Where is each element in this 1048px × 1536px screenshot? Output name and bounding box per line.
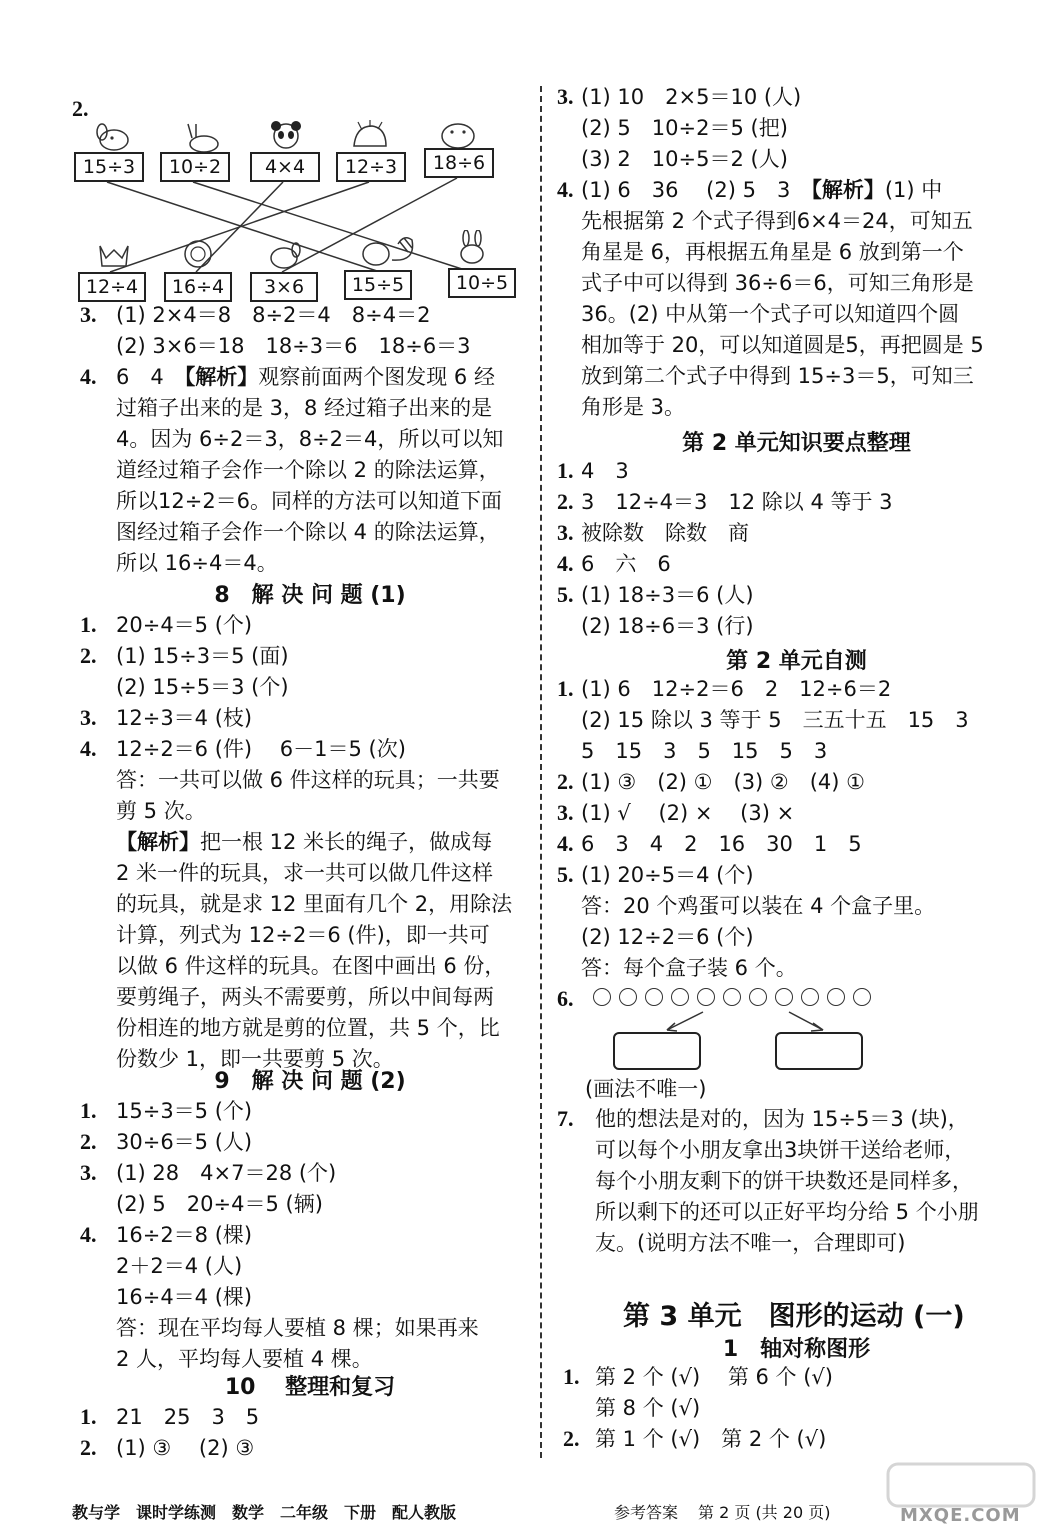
answer-line bbox=[116, 765, 500, 795]
question-number: 2. bbox=[557, 489, 574, 514]
answer-line bbox=[581, 206, 973, 236]
answer-line bbox=[116, 1251, 242, 1281]
top-box-3: 4×4 bbox=[250, 152, 320, 182]
answer-text: 把一根 12 米长的绳子，做成每 bbox=[200, 830, 493, 854]
question-number: 4. bbox=[80, 1222, 97, 1247]
answer-line bbox=[116, 1220, 252, 1250]
question-number: 1. bbox=[80, 1098, 97, 1123]
answer-text: 式子中可以得到 36÷6＝6，可知三角形是 bbox=[581, 271, 974, 295]
question-number: 5. bbox=[557, 582, 574, 607]
question-number: 3. bbox=[557, 84, 574, 109]
answer-line bbox=[116, 672, 289, 702]
answer-line bbox=[116, 1127, 252, 1157]
answer-text: 16÷2＝8 (棵) bbox=[116, 1223, 253, 1247]
rabbit-icon bbox=[450, 230, 494, 264]
answer-line bbox=[116, 1282, 252, 1312]
lion-icon bbox=[176, 236, 220, 270]
question-number: 4. bbox=[557, 177, 574, 202]
answer-line bbox=[581, 487, 893, 517]
raccoon-icon bbox=[356, 234, 422, 268]
answer-line bbox=[116, 920, 490, 950]
footer-page-number: 第 2 页 (共 20 页) bbox=[698, 1503, 831, 1522]
answer-line bbox=[581, 705, 969, 735]
answer-text: 答：20 个鸡蛋可以装在 4 个盒子里。 bbox=[581, 894, 936, 918]
answer-text: (3) 2 10÷5＝2 (人) bbox=[581, 147, 788, 171]
bottom-box-3: 3×6 bbox=[250, 272, 318, 302]
question-number: 1. bbox=[80, 612, 97, 637]
answer-text: 所以剩下的还可以正好平均分给 5 个小朋 bbox=[595, 1200, 979, 1224]
answer-line bbox=[116, 796, 206, 826]
answer-box-1 bbox=[613, 1032, 701, 1070]
fox-icon bbox=[92, 238, 136, 272]
answer-text: (2) 18÷6＝3 (行) bbox=[581, 614, 754, 638]
answer-line bbox=[116, 1402, 259, 1432]
section-10-title: 10 整理和复习 bbox=[224, 1375, 396, 1400]
analysis-tag: 【解析】 bbox=[811, 178, 885, 202]
answer-text: (2) 15÷5＝3 (个) bbox=[116, 675, 289, 699]
question-number: 2. bbox=[563, 1426, 580, 1451]
answer-text: 第 2 个 (√) 第 6 个 (√) bbox=[595, 1365, 833, 1389]
answer-line bbox=[581, 237, 964, 267]
answer-text: (1) 6 12÷2＝6 2 12÷6＝2 bbox=[581, 677, 892, 701]
answer-line bbox=[581, 456, 629, 486]
answer-line bbox=[581, 392, 685, 422]
answer-line bbox=[116, 393, 492, 423]
answer-text: 剪 5 次。 bbox=[116, 799, 206, 823]
answer-text: 6 4 bbox=[116, 365, 185, 389]
answer-box-2 bbox=[775, 1032, 863, 1070]
answer-text: (1) 2×4＝8 8÷2＝4 8÷4＝2 bbox=[116, 303, 431, 327]
answer-line bbox=[595, 1424, 826, 1454]
section-9-title: 9 解 决 问 题 (2) bbox=[214, 1069, 406, 1094]
answer-text: 份相连的地方就是剪的位置，共 5 个，比 bbox=[116, 1016, 500, 1040]
answer-line bbox=[595, 1135, 965, 1165]
answer-text: 份数少 1，即一共要剪 5 次。 bbox=[116, 1047, 394, 1071]
answer-text: (2) 15 除以 3 等于 5 三五十五 15 3 bbox=[581, 708, 969, 732]
answer-line bbox=[581, 175, 942, 205]
answer-line bbox=[581, 82, 801, 112]
question-number: 3. bbox=[557, 520, 574, 545]
answer-line bbox=[581, 361, 974, 391]
answer-text: 6 六 6 bbox=[581, 552, 671, 576]
question-number: 4. bbox=[80, 736, 97, 761]
answer-text: 的玩具，就是求 12 里面有几个 2，用除法 bbox=[116, 892, 513, 916]
answer-line bbox=[581, 829, 862, 859]
answer-line bbox=[581, 922, 754, 952]
answer-text: 观察前面两个图发现 6 经 bbox=[258, 365, 495, 389]
answer-line bbox=[116, 362, 495, 392]
answer-line bbox=[116, 1433, 254, 1463]
bottom-box-1: 12÷4 bbox=[78, 272, 146, 302]
answer-text: 3 12÷4＝3 12 除以 4 等于 3 bbox=[581, 490, 893, 514]
question-number: 1. bbox=[80, 1404, 97, 1429]
answer-text: 所以12÷2＝6。同样的方法可以知道下面 bbox=[116, 489, 503, 513]
question-number: 1. bbox=[557, 458, 574, 483]
answer-line bbox=[595, 1104, 969, 1134]
question-number: 2. bbox=[80, 643, 97, 668]
answer-line bbox=[116, 982, 494, 1012]
answer-line bbox=[581, 518, 749, 548]
question-number: 2. bbox=[80, 1129, 97, 1154]
top-box-4: 12÷3 bbox=[336, 152, 406, 182]
answer-text: 相加等于 20，可以知道圆是5，再把圆是 5 bbox=[581, 333, 984, 357]
answer-line bbox=[581, 767, 865, 797]
answer-text: 所以 16÷4＝4。 bbox=[116, 551, 278, 575]
q6-label: 6. bbox=[557, 986, 574, 1011]
question-number: 4. bbox=[557, 551, 574, 576]
answer-text: 30÷6＝5 (人) bbox=[116, 1130, 253, 1154]
answer-text: 以做 6 件这样的玩具。在图中画出 6 份， bbox=[116, 954, 506, 978]
answer-line bbox=[595, 1228, 905, 1258]
answer-text: 每个小朋友剩下的饼干块数还是同样多， bbox=[595, 1169, 973, 1193]
answer-text: 被除数 除数 商 bbox=[581, 521, 749, 545]
answer-text: (1) ③ (2) ③ bbox=[116, 1436, 255, 1460]
answer-text: 第 1 个 (√) 第 2 个 (√) bbox=[595, 1427, 827, 1451]
answer-text: 答：现在平均每人要植 8 棵；如果再来 bbox=[116, 1316, 479, 1340]
question-number: 7. bbox=[557, 1106, 574, 1131]
answer-text: 2 人，平均每人要植 4 棵。 bbox=[116, 1347, 373, 1371]
answer-line bbox=[116, 1096, 252, 1126]
answer-line bbox=[581, 674, 891, 704]
answer-text: 4。因为 6÷2＝3，8÷2＝4，所以可以知 bbox=[116, 427, 504, 451]
answer-line bbox=[581, 953, 797, 983]
answer-text: 36。(2) 中从第一个式子可以知道四个圆 bbox=[581, 302, 960, 326]
answer-line bbox=[581, 860, 754, 890]
answer-line bbox=[595, 1393, 700, 1423]
answer-text: 答：每个盒子装 6 个。 bbox=[581, 956, 797, 980]
section-3-1-title: 1 轴对称图形 bbox=[722, 1337, 871, 1362]
answer-text: 第 8 个 (√) bbox=[595, 1396, 701, 1420]
answer-line bbox=[116, 734, 406, 764]
answer-line bbox=[116, 827, 492, 857]
section-selftest-title: 第 2 单元自测 bbox=[726, 649, 867, 674]
answer-line bbox=[581, 144, 788, 174]
top-box-5: 18÷6 bbox=[424, 148, 494, 178]
unit-3-title: 第 3 单元 图形的运动 (一) bbox=[623, 1301, 965, 1332]
answer-text: 6 3 4 2 16 30 1 5 bbox=[581, 832, 862, 856]
answer-text: (2) 5 20÷4＝5 (辆) bbox=[116, 1192, 323, 1216]
answer-text: 5 15 3 5 15 5 3 bbox=[581, 739, 828, 763]
answer-text: 角形是 3。 bbox=[581, 395, 686, 419]
dog-icon bbox=[262, 238, 306, 272]
question-number: 2. bbox=[557, 769, 574, 794]
answer-text: (2) 3×6＝18 18÷3＝6 18÷6＝3 bbox=[116, 334, 471, 358]
answer-text: 20÷4＝5 (个) bbox=[116, 613, 253, 637]
bottom-box-2: 16÷4 bbox=[164, 272, 232, 302]
answer-line bbox=[581, 736, 827, 766]
answer-line bbox=[581, 798, 794, 828]
answer-line bbox=[116, 641, 289, 671]
answer-text: (1) 28 4×7＝28 (个) bbox=[116, 1161, 337, 1185]
answer-line bbox=[581, 113, 788, 143]
answer-text: 15÷3＝5 (个) bbox=[116, 1099, 253, 1123]
answer-line bbox=[116, 331, 471, 361]
answer-text: 答：一共可以做 6 件这样的玩具；一共要 bbox=[116, 768, 500, 792]
q2-label: 2. bbox=[72, 96, 89, 121]
answer-line bbox=[581, 268, 974, 298]
answer-line bbox=[116, 486, 502, 516]
answer-text: 友。(说明方法不唯一，合理即可) bbox=[595, 1231, 906, 1255]
answer-line bbox=[595, 1197, 979, 1227]
footer-book-title: 教与学 课时学练测 数学 二年级 下册 配人教版 bbox=[72, 1503, 457, 1522]
answer-line bbox=[116, 703, 252, 733]
answer-text: (1) 18÷3＝6 (人) bbox=[581, 583, 754, 607]
answer-text: 12÷3＝4 (枝) bbox=[116, 706, 253, 730]
question-number: 3. bbox=[80, 1160, 97, 1185]
top-box-2: 10÷2 bbox=[160, 152, 230, 182]
answer-text: 计算，列式为 12÷2＝6 (件)，即一共可 bbox=[116, 923, 490, 947]
question-number: 3. bbox=[80, 705, 97, 730]
answer-line bbox=[116, 548, 278, 578]
answer-line bbox=[581, 330, 984, 360]
analysis-tag: 【解析】 bbox=[116, 830, 200, 854]
answer-text: (1) 15÷3＝5 (面) bbox=[116, 644, 289, 668]
answer-text: (1) 10 2×5＝10 (人) bbox=[581, 85, 802, 109]
answer-line bbox=[116, 1189, 323, 1219]
answer-text: 4 3 bbox=[581, 459, 629, 483]
answer-text: (1) 6 36 (2) 5 3 bbox=[581, 178, 812, 202]
question-number: 2. bbox=[80, 1435, 97, 1460]
answer-line bbox=[116, 1313, 479, 1343]
question-number: 1. bbox=[563, 1364, 580, 1389]
question-number: 5. bbox=[557, 862, 574, 887]
bottom-box-5: 10÷5 bbox=[448, 268, 516, 298]
answer-text: 道经过箱子会作一个除以 2 的除法运算， bbox=[116, 458, 500, 482]
answer-text: (1) 中 bbox=[884, 178, 943, 202]
answer-text: (1) 20÷5＝4 (个) bbox=[581, 863, 754, 887]
answer-line bbox=[595, 1166, 973, 1196]
answer-line bbox=[116, 300, 430, 330]
section-8-title: 8 解 决 问 题 (1) bbox=[214, 583, 406, 608]
watermark-text: MXQE.COM bbox=[900, 1505, 1021, 1526]
answer-line bbox=[581, 549, 671, 579]
answer-line bbox=[581, 891, 935, 921]
question-number: 4. bbox=[80, 364, 97, 389]
answer-line bbox=[116, 858, 493, 888]
answer-text: (2) 12÷2＝6 (个) bbox=[581, 925, 754, 949]
question-number: 4. bbox=[557, 831, 574, 856]
answer-line bbox=[116, 1158, 336, 1188]
answer-text: 他的想法是对的，因为 15÷5＝3 (块)， bbox=[595, 1107, 969, 1131]
section-knowledge-title: 第 2 单元知识要点整理 bbox=[682, 431, 911, 456]
answer-text: 先根据第 2 个式子得到6×4＝24，可知五 bbox=[581, 209, 973, 233]
answer-text: 图经过箱子会作一个除以 4 的除法运算， bbox=[116, 520, 500, 544]
top-box-1: 15÷3 bbox=[74, 152, 144, 182]
answer-line bbox=[595, 1362, 833, 1392]
answer-text: 放到第二个式子中得到 15÷3＝5，可知三 bbox=[581, 364, 974, 388]
answer-line bbox=[581, 611, 754, 641]
answer-text: (2) 5 10÷2＝5 (把) bbox=[581, 116, 788, 140]
answer-text: (1) ③ (2) ① (3) ② (4) ① bbox=[581, 770, 865, 794]
footer-answer-label: 参考答案 bbox=[614, 1503, 679, 1522]
answer-text: 过箱子出来的是 3，8 经过箱子出来的是 bbox=[116, 396, 493, 420]
question-number: 1. bbox=[557, 676, 574, 701]
answer-text: 2＋2＝4 (人) bbox=[116, 1254, 243, 1278]
answer-line bbox=[116, 424, 503, 454]
answer-text: (1) √ (2) × (3) × bbox=[581, 801, 795, 825]
answer-line bbox=[116, 1013, 500, 1043]
answer-line bbox=[581, 299, 959, 329]
q6-note: (画法不唯一) bbox=[585, 1077, 707, 1101]
answer-text: 要剪绳子，两头不需要剪，所以中间每两 bbox=[116, 985, 494, 1009]
analysis-tag: 【解析】 bbox=[184, 365, 259, 389]
answer-line bbox=[116, 455, 500, 485]
answer-line bbox=[581, 580, 754, 610]
answer-line bbox=[116, 889, 512, 919]
answer-text: 2 米一件的玩具，求一共可以做几件这样 bbox=[116, 861, 494, 885]
answer-text: 角星是 6，再根据五角星是 6 放到第一个 bbox=[581, 240, 964, 264]
answer-line bbox=[116, 951, 505, 981]
question-number: 3. bbox=[80, 302, 97, 327]
answer-text: 16÷4＝4 (棵) bbox=[116, 1285, 253, 1309]
answer-text: 可以每个小朋友拿出3块饼干送给老师， bbox=[595, 1138, 966, 1162]
bottom-box-4: 15÷5 bbox=[344, 270, 412, 300]
question-number: 3. bbox=[557, 800, 574, 825]
answer-line bbox=[116, 610, 252, 640]
answer-line bbox=[116, 517, 500, 547]
answer-text: 12÷2＝6 (件) 6－1＝5 (次) bbox=[116, 737, 406, 761]
answer-text: 21 25 3 5 bbox=[116, 1405, 260, 1429]
